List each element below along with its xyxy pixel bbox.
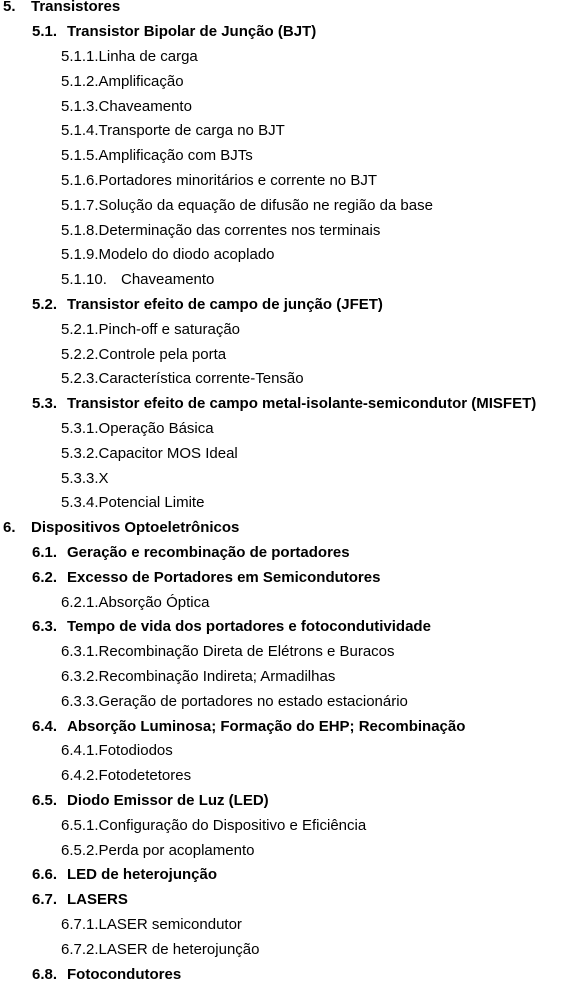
toc-entry-level-3 xyxy=(61,590,209,615)
toc-entry-level-2 xyxy=(32,863,217,888)
toc-entry-number: 5.1.6. xyxy=(61,171,99,189)
toc-entry-number: 6.6. xyxy=(32,866,58,884)
toc-entry-label: Modelo do diodo acoplado xyxy=(98,246,275,264)
toc-entry-level-1 xyxy=(3,516,239,541)
toc-entry-level-3 xyxy=(61,119,285,144)
toc-entry-label: Amplificação xyxy=(98,72,184,90)
toc-entry-label: Linha de carga xyxy=(98,47,198,65)
toc-entry-number: 5.1.2. xyxy=(61,72,99,90)
toc-entry-level-3 xyxy=(61,144,253,169)
toc-entry-number: 6.3.2. xyxy=(61,667,99,685)
toc-entry-number: 5.3.3. xyxy=(61,469,99,487)
toc-entry-number: 6.7.2. xyxy=(61,940,99,958)
toc-entry-number: 5. xyxy=(3,0,16,16)
toc-entry-level-3 xyxy=(61,813,366,838)
toc-entry-label: Característica corrente-Tensão xyxy=(98,370,304,388)
toc-entry-level-2 xyxy=(32,714,465,739)
toc-entry-number: 6.2.1. xyxy=(61,593,99,611)
toc-entry-level-3 xyxy=(61,218,380,243)
toc-entry-label: LASER de heterojunção xyxy=(98,940,260,958)
toc-entry-label: Transistores xyxy=(31,0,121,16)
toc-entry-level-3 xyxy=(61,764,191,789)
toc-entry-label: Fotocondutores xyxy=(67,965,182,983)
toc-entry-label: Pinch-off e saturação xyxy=(98,320,241,338)
toc-entry-level-3 xyxy=(61,268,214,293)
toc-entry-number: 6.4.1. xyxy=(61,742,99,760)
toc-entry-level-2 xyxy=(32,888,128,913)
toc-entry-level-3 xyxy=(61,689,408,714)
toc-entry-label: Tempo de vida dos portadores e fotocondutividade xyxy=(67,618,431,636)
toc-entry-label: Geração e recombinação de portadores xyxy=(67,543,350,561)
toc-entry-label: Diodo Emissor de Luz (LED) xyxy=(67,791,269,809)
toc-entry-label: Recombinação Indireta; Armadilhas xyxy=(98,667,336,685)
toc-entry-level-2 xyxy=(32,962,181,987)
toc-entry-label: Fotodetetores xyxy=(98,767,192,785)
toc-entry-number: 6.5. xyxy=(32,791,58,809)
toc-entry-label: LASER semicondutor xyxy=(98,915,242,933)
toc-entry-number: 5.2.3. xyxy=(61,370,99,388)
toc-entry-level-1 xyxy=(3,0,120,20)
toc-entry-level-3 xyxy=(61,640,395,665)
toc-entry-level-3 xyxy=(61,491,204,516)
toc-entry-number: 5.1.10. xyxy=(61,271,107,289)
toc-entry-number: 6.3.3. xyxy=(61,692,99,710)
toc-entry-number: 5.3.2. xyxy=(61,444,99,462)
toc-entry-number: 5.2. xyxy=(32,295,58,313)
toc-entry-label: Absorção Óptica xyxy=(98,593,210,611)
toc-entry-level-3 xyxy=(61,913,242,938)
toc-entry-level-2 xyxy=(32,565,380,590)
toc-entry-number: 6.4.2. xyxy=(61,767,99,785)
toc-entry-number: 6.4. xyxy=(32,717,58,735)
toc-entry-level-3 xyxy=(61,342,226,367)
toc-entry-label: Perda por acoplamento xyxy=(98,841,255,859)
toc-entry-number: 5.3.4. xyxy=(61,494,99,512)
toc-entry-level-2 xyxy=(32,293,383,318)
toc-entry-number: 5.1.1. xyxy=(61,47,99,65)
toc-entry-number: 6. xyxy=(3,519,16,537)
toc-entry-level-3 xyxy=(61,665,335,690)
toc-entry-number: 5.1.7. xyxy=(61,196,99,214)
toc-entry-level-3 xyxy=(61,169,377,194)
toc-entry-label: Operação Básica xyxy=(98,419,214,437)
toc-entry-number: 5.3. xyxy=(32,395,58,413)
toc-entry-level-2 xyxy=(32,20,316,45)
toc-entry-label: Potencial Limite xyxy=(98,494,205,512)
toc-entry-label: Controle pela porta xyxy=(98,345,227,363)
toc-entry-level-3 xyxy=(61,367,304,392)
toc-entry-label: Determinação das correntes nos terminais xyxy=(98,221,381,239)
toc-entry-level-3 xyxy=(61,838,254,863)
toc-entry-label: Configuração do Dispositivo e Eficiência xyxy=(98,816,367,834)
toc-entry-level-3 xyxy=(61,94,192,119)
toc-entry-level-3 xyxy=(61,317,240,342)
toc-entry-label: Chaveamento xyxy=(98,97,192,115)
toc-entry-label: Portadores minoritários e corrente no BJT xyxy=(98,171,377,189)
toc-entry-label: Capacitor MOS Ideal xyxy=(98,444,238,462)
toc-entry-label: Fotodiodos xyxy=(98,742,173,760)
toc-entry-number: 6.5.1. xyxy=(61,816,99,834)
toc-entry-level-3 xyxy=(61,441,238,466)
toc-entry-label: Transistor efeito de campo de junção (JFET) xyxy=(67,295,383,313)
toc-entry-level-3 xyxy=(61,466,109,491)
toc-entry-level-2 xyxy=(32,541,350,566)
toc-entry-number: 5.1.8. xyxy=(61,221,99,239)
toc-entry-number: 5.1. xyxy=(32,23,58,41)
toc-entry-label: Excesso de Portadores em Semicondutores xyxy=(67,568,381,586)
toc-entry-number: 5.3.1. xyxy=(61,419,99,437)
toc-entry-label: Transistor Bipolar de Junção (BJT) xyxy=(67,23,317,41)
toc-entry-number: 5.1.3. xyxy=(61,97,99,115)
toc-entry-number: 6.2. xyxy=(32,568,58,586)
toc-entry-level-3 xyxy=(61,739,173,764)
toc-entry-label: Transporte de carga no BJT xyxy=(98,122,285,140)
toc-entry-label: Recombinação Direta de Elétrons e Buracos xyxy=(98,643,395,661)
toc-entry-label: Amplificação com BJTs xyxy=(98,147,253,165)
toc-entry-level-3 xyxy=(61,937,259,962)
toc-entry-label: Transistor efeito de campo metal-isolante-semicondutor (MISFET) xyxy=(67,395,537,413)
toc-entry-level-2 xyxy=(32,392,536,417)
toc-entry-level-3 xyxy=(61,69,184,94)
toc-entry-level-3 xyxy=(61,417,214,442)
toc-entry-number: 6.5.2. xyxy=(61,841,99,859)
toc-entry-level-3 xyxy=(61,45,198,70)
toc-entry-number: 5.2.1. xyxy=(61,320,99,338)
toc-entry-label: Geração de portadores no estado estacionário xyxy=(98,692,408,710)
toc-entry-number: 6.3.1. xyxy=(61,643,99,661)
toc-entry-level-3 xyxy=(61,243,275,268)
toc-entry-label: Absorção Luminosa; Formação do EHP; Recombinação xyxy=(67,717,466,735)
toc-entry-number: 6.8. xyxy=(32,965,58,983)
toc-entry-label: LASERS xyxy=(67,891,128,909)
toc-entry-level-2 xyxy=(32,789,269,814)
toc-entry-number: 6.3. xyxy=(32,618,58,636)
toc-entry-number: 5.1.4. xyxy=(61,122,99,140)
toc-entry-label: Solução da equação de difusão ne região da base xyxy=(98,196,433,214)
toc-entry-label: Chaveamento xyxy=(121,271,215,289)
toc-entry-level-3 xyxy=(61,193,433,218)
toc-entry-number: 6.7.1. xyxy=(61,915,99,933)
toc-entry-number: 6.7. xyxy=(32,891,58,909)
toc-entry-label: LED de heterojunção xyxy=(67,866,218,884)
toc-entry-number: 6.1. xyxy=(32,543,58,561)
toc-entry-number: 5.2.2. xyxy=(61,345,99,363)
toc-entry-level-2 xyxy=(32,615,431,640)
toc-entry-label: X xyxy=(98,469,109,487)
toc-entry-label: Dispositivos Optoeletrônicos xyxy=(31,519,240,537)
toc-entry-number: 5.1.5. xyxy=(61,147,99,165)
toc-entry-number: 5.1.9. xyxy=(61,246,99,264)
